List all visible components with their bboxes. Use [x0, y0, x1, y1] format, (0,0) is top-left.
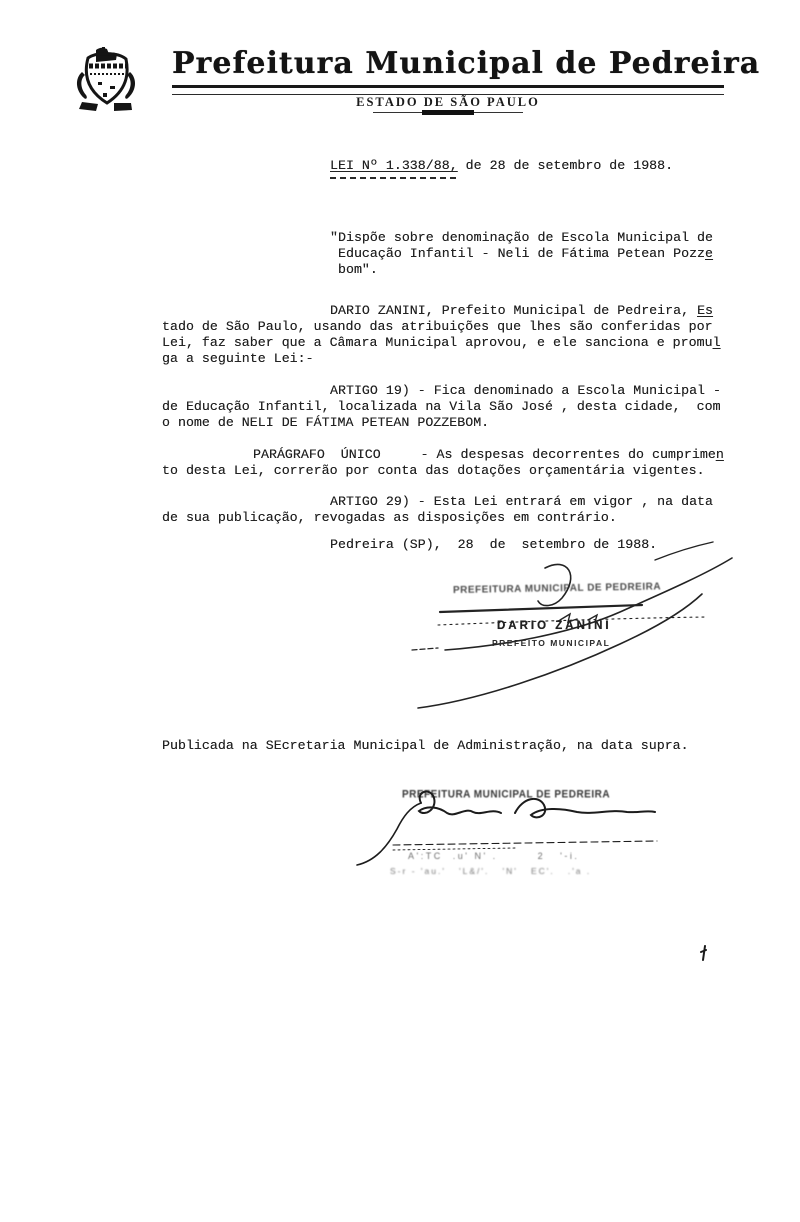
estado-rule [373, 112, 523, 118]
mayor-stamp-text: PREFEITURA MUNICIPAL DE PEDREIRA [452, 580, 662, 597]
title-rule [172, 85, 724, 95]
hyphen-syllable: e [705, 246, 714, 261]
stray-pen-mark [699, 945, 709, 963]
summary-line: bom". [330, 262, 378, 277]
mayor-title: PREFEITO MUNICIPAL [492, 638, 611, 648]
secretary-stamp-line2: S-r - 'au.' 'L&/'. 'N' EC'. .'a . [390, 866, 592, 876]
law-number: LEI Nº 1.338/88, [330, 158, 458, 173]
estado-subtitle: ESTADO DE SÃO PAULO [356, 95, 540, 109]
publication-line: Publicada na SEcretaria Municipal de Administração, na data supra. [162, 738, 689, 753]
law-summary [330, 230, 713, 278]
secretary-stamp-header: PREFEITURA MUNICIPAL DE PEDREIRA [402, 788, 611, 801]
law-date: de 28 de setembro de 1988. [457, 158, 674, 173]
place-date-line: Pedreira (SP), 28 de setembro de 1988. [330, 537, 658, 552]
secretary-stamp-line1: A':TC .u' N' . 2 '-i. [408, 851, 580, 861]
article-1-paragraph: ARTIGO 19) - Fica denominado a Escola Municipal - de Educação Infantil, localizada na Vila São José , desta cidade, com o nome de NELI DE FÁTIMA PETEAN POZZEBOM. [162, 383, 721, 430]
sole-paragraph: PARÁGRAFO ÚNICO - As despesas decorrentes do cumprimen to desta Lei, correrão por conta das dotações orçamentária vigentes. [162, 447, 724, 478]
summary-line: Educação Infantil - Neli de Fátima Petean Pozz [330, 246, 706, 261]
page-title: Prefeitura Municipal de Pedreira [172, 46, 761, 81]
preamble-paragraph: DARIO ZANINI, Prefeito Municipal de Pedreira, Es tado de São Paulo, usando das atribuições que lhes são conferidas por Lei, faz saber que a Câmara Municipal aprovou, e ele sanciona e promul ga a seguinte Lei:- [162, 303, 721, 366]
municipal-crest-icon [72, 46, 140, 120]
summary-line: "Dispõe sobre denominação de Escola Municipal de [330, 230, 714, 245]
mayor-name: DARIO ZANINI [497, 620, 612, 632]
law-number-heading [330, 158, 673, 174]
article-2-paragraph: ARTIGO 29) - Esta Lei entrará em vigor , na data de sua publicação, revogadas as disposições em contrário. [162, 494, 714, 525]
